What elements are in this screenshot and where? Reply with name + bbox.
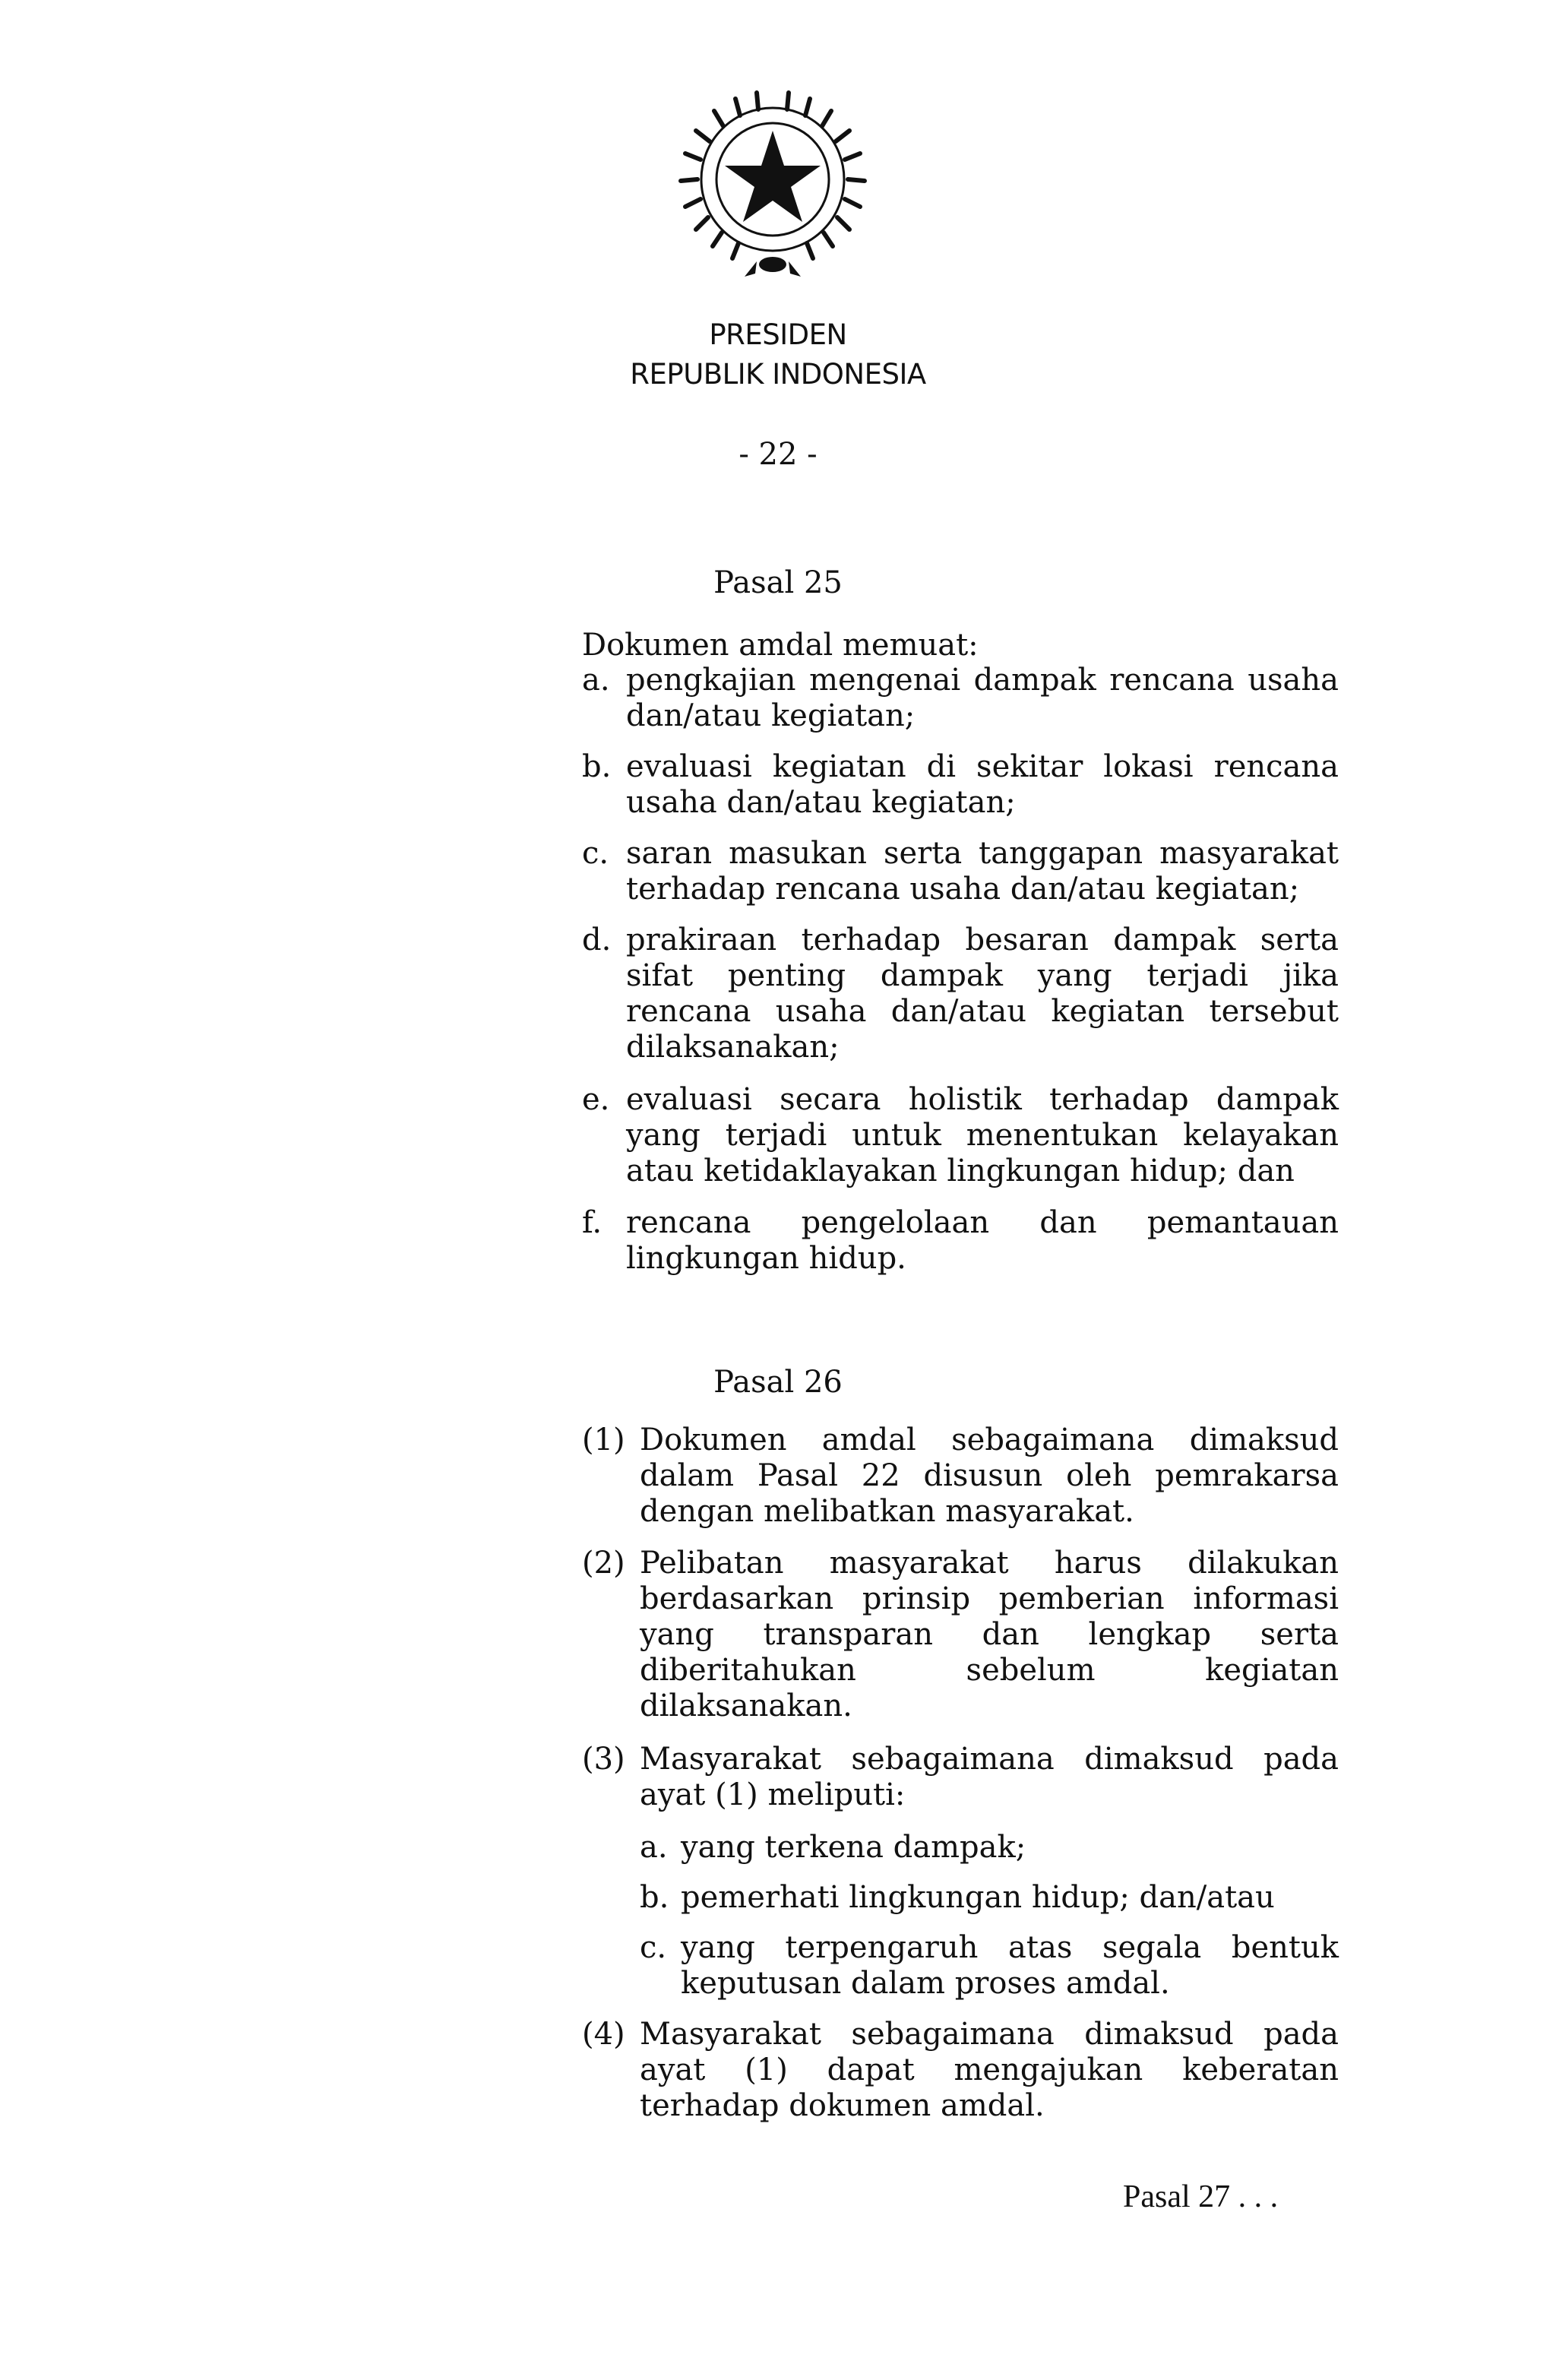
next-page-reference: Pasal 27 . . . xyxy=(1123,2179,1279,2214)
sub-list-item-label: a. xyxy=(640,1830,668,1865)
header-republic: REPUBLIK INDONESIA xyxy=(630,358,926,391)
ayat-item xyxy=(582,1423,1339,1530)
ayat-item xyxy=(582,1742,1339,1813)
page-number: - 22 - xyxy=(738,437,818,472)
pasal-25-heading: Pasal 25 xyxy=(713,565,843,600)
list-item xyxy=(582,836,1339,907)
list-item-text: saran masukan serta tanggapan masyarakat terhadap rencana usaha dan/atau kegiatan; xyxy=(626,836,1339,907)
list-item-text: prakiraan terhadap besaran dampak serta sifat penting dampak yang terjadi jika rencana usaha dan/atau kegiatan tersebut dilaksanakan; xyxy=(626,923,1339,1065)
list-item-text: evaluasi kegiatan di sekitar lokasi rencana usaha dan/atau kegiatan; xyxy=(626,749,1339,820)
sub-list-item-text: yang terkena dampak; xyxy=(681,1830,1026,1865)
list-item-label: e. xyxy=(582,1082,610,1117)
pasal-26-heading: Pasal 26 xyxy=(713,1365,843,1400)
ayat-text: Pelibatan masyarakat harus dilakukan berdasarkan prinsip pemberian informasi yang transparan dan lengkap serta diberitahukan sebelum kegiatan dilaksanakan. xyxy=(640,1546,1339,1723)
list-item-label: d. xyxy=(582,923,612,957)
ayat-item xyxy=(582,2017,1339,2124)
ayat-label: (2) xyxy=(582,1546,625,1581)
list-item-text: evaluasi secara holistik terhadap dampak yang terjadi untuk menentukan kelayakan atau ketidaklayakan lingkungan hidup; dan xyxy=(626,1082,1339,1188)
ayat-label: (1) xyxy=(582,1423,625,1457)
ayat-label: (4) xyxy=(582,2017,625,2052)
list-item-label: f. xyxy=(582,1205,602,1240)
sub-list-item-label: b. xyxy=(640,1880,669,1915)
sub-list-item xyxy=(640,1830,1339,1866)
list-item-label: a. xyxy=(582,663,610,698)
list-item-label: b. xyxy=(582,749,612,784)
list-item xyxy=(582,663,1339,734)
list-item xyxy=(582,1205,1339,1277)
ayat-label: (3) xyxy=(582,1742,625,1777)
ayat-text: Masyarakat sebagaimana dimaksud pada ayat (1) meliputi: xyxy=(640,1742,1339,1812)
ayat-text: Masyarakat sebagaimana dimaksud pada ayat (1) dapat mengajukan keberatan terhadap dokumen amdal. xyxy=(640,2017,1339,2123)
sub-list-item-text: pemerhati lingkungan hidup; dan/atau xyxy=(681,1880,1275,1915)
sub-list-item xyxy=(640,1930,1339,2002)
sub-list-item-label: c. xyxy=(640,1930,667,1965)
list-item-label: c. xyxy=(582,836,609,871)
garuda-star-wreath-emblem-icon xyxy=(672,85,874,284)
list-item xyxy=(582,749,1339,821)
header-president: PRESIDEN xyxy=(709,318,847,351)
sub-list-item xyxy=(640,1880,1339,1916)
list-item-text: rencana pengelolaan dan pemantauan lingkungan hidup. xyxy=(626,1205,1339,1276)
list-item xyxy=(582,1082,1339,1189)
sub-list-item-text: yang terpengaruh atas segala bentuk keputusan dalam proses amdal. xyxy=(681,1930,1339,2001)
list-item xyxy=(582,923,1339,1065)
pasal-25-intro: Dokumen amdal memuat: xyxy=(582,628,979,663)
list-item-text: pengkajian mengenai dampak rencana usaha dan/atau kegiatan; xyxy=(626,663,1339,733)
ayat-text: Dokumen amdal sebagaimana dimaksud dalam Pasal 22 disusun oleh pemrakarsa dengan melibatkan masyarakat. xyxy=(640,1423,1339,1529)
ayat-item xyxy=(582,1546,1339,1724)
